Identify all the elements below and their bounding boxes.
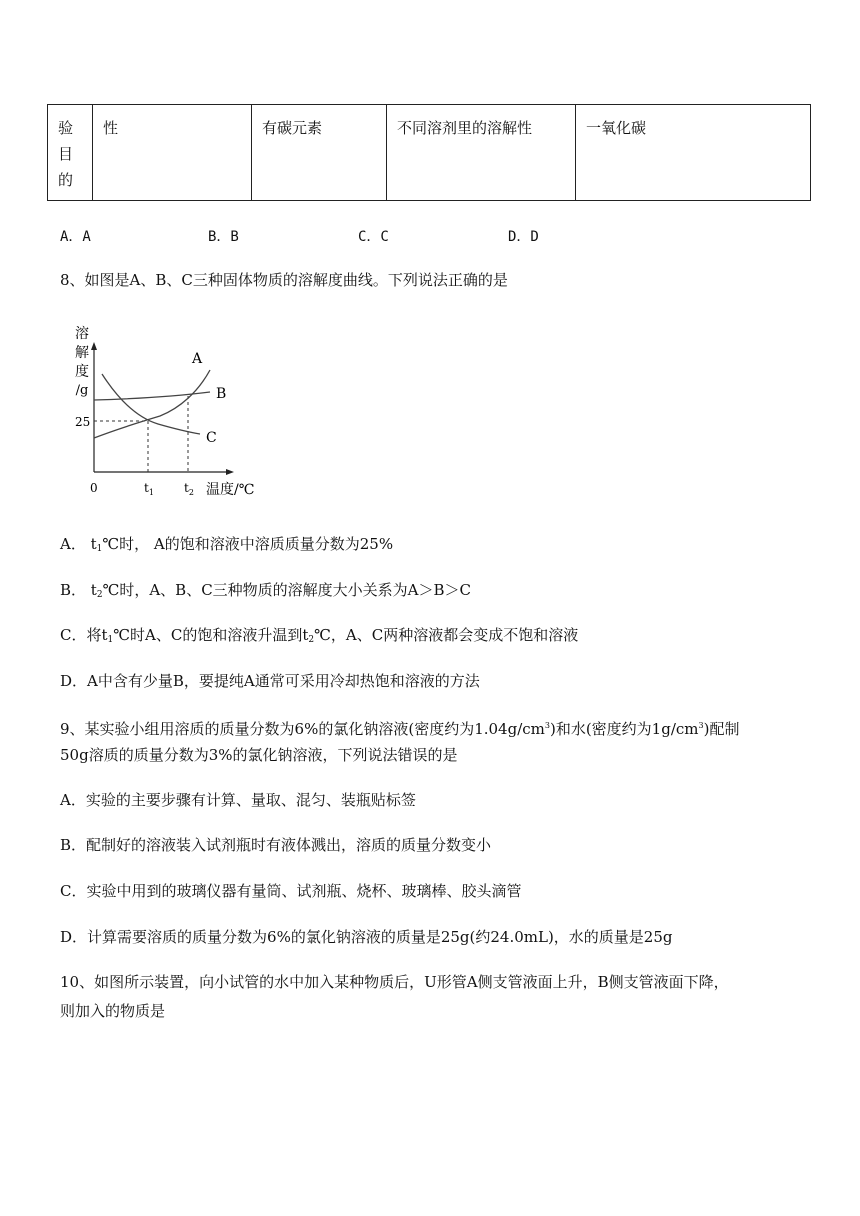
q7-option-c: C．C: [358, 229, 389, 245]
origin-label: 0: [90, 481, 98, 495]
x-axis-label: 温度/℃: [206, 482, 255, 498]
experiment-table: [47, 104, 811, 201]
ylabel-unit: /g: [75, 383, 89, 398]
q10-stem-line1: 10、如图所示装置，向小试管的水中加入某种物质后，U形管A侧支管液面上升，B侧支管液面下降，: [60, 973, 729, 991]
cell-text: 一氧化碳: [586, 119, 647, 137]
q7-option-d: D．D: [508, 229, 539, 245]
q9-stem-line2: 50g溶质的质量分数为3%的氯化钠溶液，下列说法错误的是: [60, 746, 458, 764]
series-label-b: B: [216, 386, 227, 402]
q8-option-c: C．将$t_1℃$时A、C的饱和溶液升温到$t_2℃$，A、C两种溶液都会变成不饱和溶液: [60, 626, 579, 645]
curve-a: [94, 370, 210, 438]
x-tick-t2: $t_2$: [184, 481, 194, 497]
table-cell: [93, 105, 252, 201]
series-label-a: A: [192, 351, 203, 367]
q7-option-a: A．A: [60, 229, 91, 245]
cell-text: 有碳元素: [262, 119, 323, 137]
x-axis-arrow: [226, 469, 234, 475]
solubility-chart: [60, 320, 270, 500]
cell-text: 验目的: [58, 119, 74, 189]
y-axis-arrow: [91, 342, 97, 350]
y-tick-25: 25: [75, 415, 91, 429]
curve-c: [102, 374, 200, 434]
ylabel-char: 溶: [75, 326, 89, 342]
q9-option-b: B．配制好的溶液装入试剂瓶时有液体溅出，溶质的质量分数变小: [60, 836, 492, 854]
x-tick-t1: $t_1$: [144, 481, 154, 497]
cell-text: 不同溶剂里的溶解性: [397, 119, 533, 137]
q9-stem-line1: 9、某实验小组用溶质的质量分数为6%的氯化钠溶液(密度约为$1.04g/cm^3$)和水(密度约为$1g/cm^3$)配制: [60, 720, 740, 738]
q10-stem-line2: 则加入的物质是: [60, 1002, 166, 1020]
q9-option-a: A．实验的主要步骤有计算、量取、混匀、装瓶贴标签: [60, 791, 416, 809]
q8-option-b: B． $t_2℃$时，A、B、C三种物质的溶解度大小关系为A＞B＞C: [60, 581, 472, 600]
q8-option-a: A． $t_1℃$时， A的饱和溶液中溶质质量分数为25%: [60, 535, 394, 554]
ylabel-char: 度: [75, 364, 89, 380]
table-cell: [252, 105, 387, 201]
table-cell: [576, 105, 811, 201]
q9-option-c: C．实验中用到的玻璃仪器有量筒、试剂瓶、烧杯、玻璃棒、胶头滴管: [60, 882, 522, 900]
cell-text: 性: [103, 119, 119, 137]
table-cell: [387, 105, 576, 201]
table-cell-header: [48, 105, 93, 201]
q7-option-b: B．B: [208, 229, 239, 245]
table-row: [48, 105, 811, 201]
q8-stem: 8、如图是A、B、C三种固体物质的溶解度曲线。下列说法正确的是: [60, 271, 508, 289]
ylabel-char: 解: [75, 345, 89, 361]
q9-option-d: D．计算需要溶质的质量分数为6%的氯化钠溶液的质量是25g(约24.0mL)，水的质量是25g: [60, 928, 673, 946]
series-label-c: C: [206, 430, 217, 446]
q8-option-d: D．A中含有少量B，要提纯A通常可采用冷却热饱和溶液的方法: [60, 672, 480, 690]
